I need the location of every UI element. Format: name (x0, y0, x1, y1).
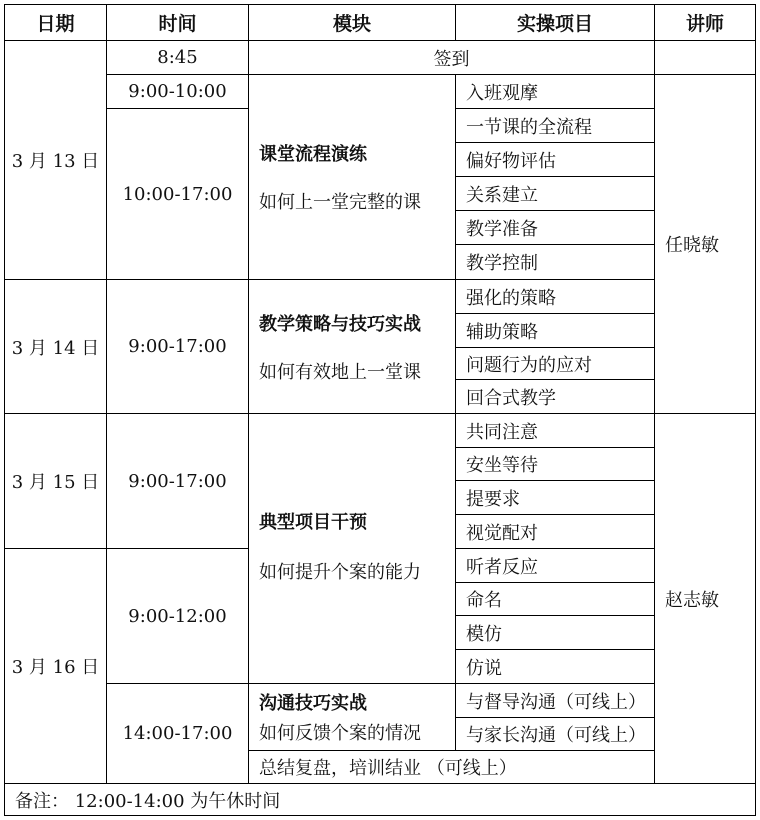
module-subtitle: 如何反馈个案的情况 (259, 723, 421, 744)
time-16b: 14:00-17:00 (106, 683, 249, 784)
module-1 (248, 74, 456, 280)
module-title: 典型项目干预 (259, 511, 367, 533)
signin-time: 8:45 (106, 40, 249, 75)
project-item: 与家长沟通（可线上） (455, 717, 655, 751)
module-subtitle: 如何上一堂完整的课 (259, 192, 421, 213)
note: 备注： 12:00-14:00 为午休时间 (4, 783, 756, 816)
module-3 (248, 413, 456, 684)
project-item: 强化的策略 (455, 279, 655, 314)
time-13b: 10:00-17:00 (106, 108, 249, 280)
header-lecturer: 讲师 (654, 4, 756, 41)
project-item: 偏好物评估 (455, 142, 655, 177)
header-project: 实操项目 (455, 4, 655, 41)
lecturer-2: 赵志敏 (654, 413, 756, 784)
project-item: 问题行为的应对 (455, 347, 655, 380)
project-item: 模仿 (455, 615, 655, 650)
time-16a: 9:00-12:00 (106, 548, 249, 684)
project-item: 与督导沟通（可线上） (455, 683, 655, 718)
header-date: 日期 (4, 4, 107, 41)
module-2 (248, 279, 456, 414)
module-title: 沟通技巧实战 (259, 693, 367, 714)
project-item: 安坐等待 (455, 447, 655, 481)
project-item: 一节课的全流程 (455, 108, 655, 143)
project-item: 回合式教学 (455, 379, 655, 414)
module-title: 课堂流程演练 (259, 144, 367, 165)
header-module: 模块 (248, 4, 456, 41)
project-item: 视觉配对 (455, 514, 655, 549)
summary: 总结复盘，培训结业 （可线上） (248, 750, 655, 784)
project-item: 入班观摩 (455, 74, 655, 109)
lecturer-1: 任晓敏 (654, 74, 756, 414)
date-16: 3 月 16 日 (4, 548, 107, 784)
signin-label: 签到 (248, 40, 655, 75)
project-item: 听者反应 (455, 548, 655, 583)
project-item: 辅助策略 (455, 313, 655, 348)
project-item: 教学准备 (455, 210, 655, 245)
project-item: 教学控制 (455, 244, 655, 280)
module-4 (248, 683, 456, 751)
project-item: 命名 (455, 582, 655, 616)
time-14: 9:00-17:00 (106, 279, 249, 414)
project-item: 关系建立 (455, 176, 655, 211)
signin-lecturer-empty (654, 40, 756, 75)
time-15: 9:00-17:00 (106, 413, 249, 549)
project-item: 提要求 (455, 480, 655, 515)
header-time: 时间 (106, 4, 249, 41)
module-title: 教学策略与技巧实战 (259, 313, 421, 335)
date-13: 3 月 13 日 (4, 40, 107, 280)
module-subtitle: 如何提升个案的能力 (259, 561, 421, 583)
module-subtitle: 如何有效地上一堂课 (259, 361, 421, 383)
date-15: 3 月 15 日 (4, 413, 107, 549)
date-14: 3 月 14 日 (4, 279, 107, 414)
time-13a: 9:00-10:00 (106, 74, 249, 109)
project-item: 共同注意 (455, 413, 655, 448)
project-item: 仿说 (455, 649, 655, 684)
